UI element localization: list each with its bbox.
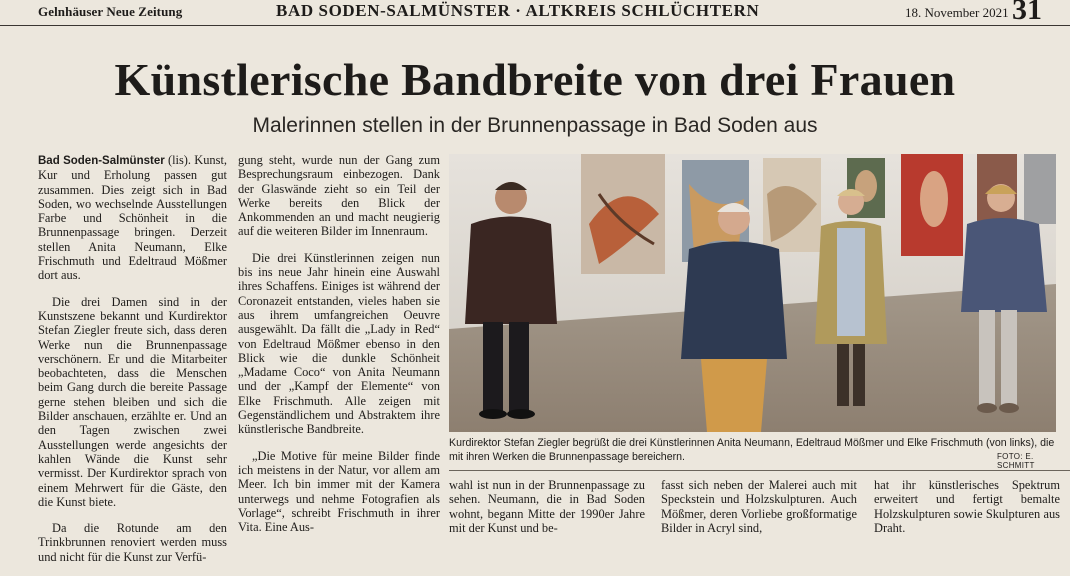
- article-photo: [449, 154, 1056, 432]
- paragraph: fasst sich neben der Malerei auch mit Speckstein und Holzskulpturen. Auch Mößmer, deren Vorliebe großformatige Bilder in Acryl sind,: [661, 478, 857, 535]
- painting-3: [763, 158, 821, 252]
- headline: Künstlerische Bandbreite von drei Frauen: [114, 54, 956, 105]
- lead-paragraph: Bad Soden-Salmünster (lis). Kunst, Kur und Erholung passen gut zusammen. Dies zeigt sich in Bad Soden, wo wechselnde Ausstellungen Farbe und Schönheit in die Brunnenpassage bringen. Derzeit stellen Anita Neumann, Elke Frischmuth und Edeltraud Mößmer dort aus.: [38, 153, 227, 283]
- paragraph: „Die Motive für meine Bilder finde ich meistens in der Natur, vor allem am Meer. Ich bin immer mit der Kamera unterwegs und nehme Fotografien als Vorlage“, schreibt Frischmuth in ihrer Vita. Eine Aus-: [238, 448, 440, 535]
- photo-caption: Kurdirektor Stefan Ziegler begrüßt die drei Künstlerinnen Anita Neumann, Edeltraud Mößmer und Elke Frischmuth (von links), die mit ihren Werken die Brunnenpassage bereichern.: [449, 437, 1055, 463]
- article-column-2: [238, 153, 440, 546]
- dateline: Bad Soden-Salmünster: [38, 155, 165, 167]
- painting-5: [901, 154, 963, 256]
- paragraph: gung steht, wurde nun der Gang zum Besprechungsraum einbezogen. Dank der Glaswände zieht so ein Teil der Werke bereits den Blick der Ankommenden an und macht neugierig auf die weiteren Bilder im Innenraum.: [238, 153, 440, 239]
- article-column-3: [449, 478, 645, 547]
- article-column-1: [38, 153, 227, 576]
- newspaper-name: Gelnhäuser Neue Zeitung: [38, 4, 183, 19]
- paragraph: Da die Rotunde am den Trinkbrunnen renoviert werden muss und nicht für die Kunst zur Verfü-: [38, 521, 227, 564]
- paragraph: Die drei Damen sind in der Kunstszene bekannt und Kurdirektor Stefan Ziegler freute sich, dass deren Werke nun die Brunnenpassage verschönern. Er und die Mitarbeiter beobachteten, dass die Menschen beim Gang durch die bereite Passage gerne stehen bleiben und sich die Bilder anschauen, erzählte er. Und an den Tagen zwischen zwei Ausstellungen werde angesichts der kahlen Wände die Kunst sehr vermisst. Der Kurdirektor sprach von einem Mehrwert für die Gäste, den die Kunst biete.: [38, 294, 227, 509]
- painting-1: [581, 154, 665, 274]
- paragraph: Die drei Künstlerinnen zeigen nun bis ins neue Jahr hinein eine Auswahl ihres Schaffens. Einiges ist während der Coronazeit entstanden, vieles haben sie aus ihrem umfangreichen Oeuvre ausgewählt. Da fällt die „Lady in Red“ von Edeltraud Mößmer ebenso in den Blick wie die dunkle Schönheit „Madame Coco“ von Anita Neumann und der „Kampf der Elemente“ von Elke Frischmuth. Alle zeigen mit Gegenständlichem und Abstraktem ihre künstlerische Bandbreite.: [238, 250, 440, 437]
- page-header: [0, 0, 1070, 26]
- article-column-4: [661, 478, 857, 547]
- issue-date: 18. November 2021: [905, 5, 1009, 20]
- photo-credit: FOTO: E. SCHMITT: [997, 452, 1035, 470]
- article-column-5: [874, 478, 1060, 547]
- section-title: BAD SODEN-SALMÜNSTER · ALTKREIS SCHLÜCHTERN: [276, 1, 760, 20]
- subheadline: Malerinnen stellen in der Brunnenpassage in Bad Soden aus: [252, 114, 818, 137]
- paragraph: wahl ist nun in der Brunnenpassage zu sehen. Neumann, die in Bad Soden wohnt, begann Mitte der 1990er Jahre mit der Kunst und be-: [449, 478, 645, 535]
- paragraph: hat ihr künstlerisches Spektrum erweitert und fertigt bemalte Holzskulpturen sowie Skulpturen aus Draht.: [874, 478, 1060, 535]
- caption-divider: [449, 470, 1070, 471]
- page-number: 31: [1012, 0, 1042, 26]
